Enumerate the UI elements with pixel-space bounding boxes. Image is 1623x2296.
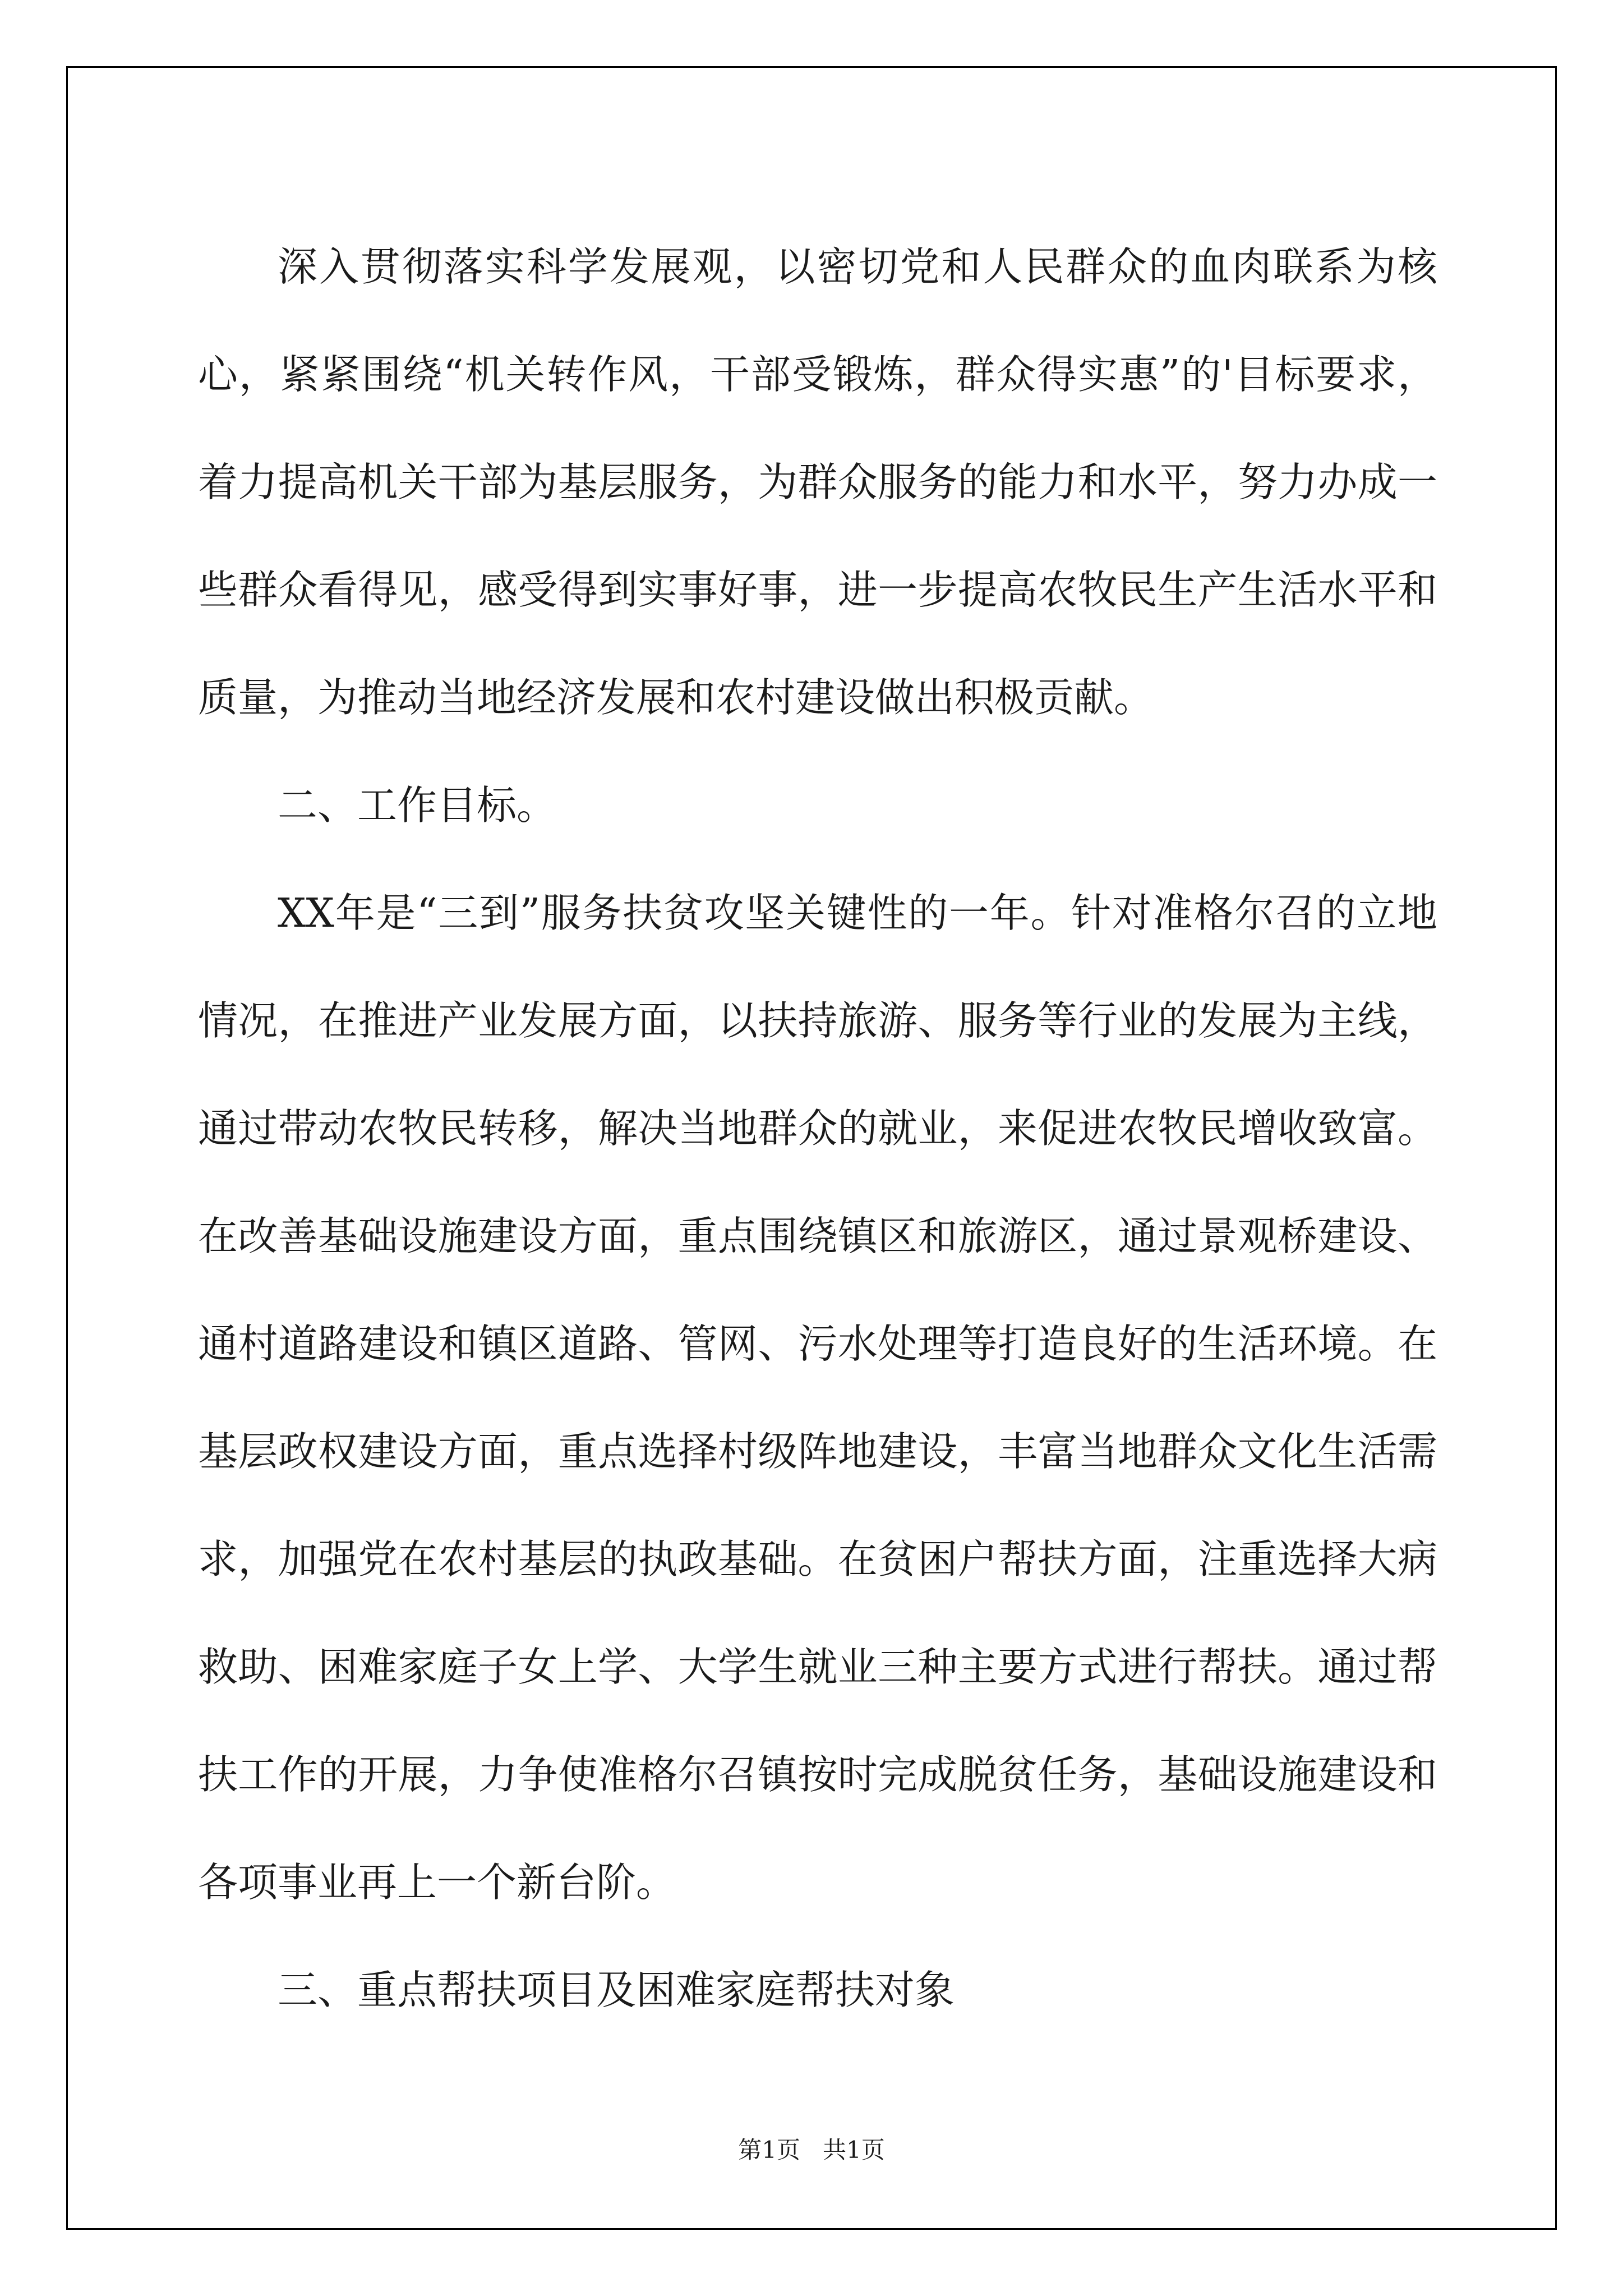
- page-total: 共1页: [823, 2136, 885, 2164]
- heading-work-goals: 二、工作目标。: [278, 782, 557, 829]
- page-number: 第1页: [738, 2136, 800, 2164]
- page-footer: [0, 2132, 1623, 2165]
- paragraph-work-goals: XX年是“三到”服务扶贫攻坚关键性的一年。针对准格尔召的立地情况，在推进产业发展方面，以扶持旅游、服务等行业的发展为主线，通过带动农牧民转移，解决当地群众的就业，来促进农牧民增收致富。在改善基础设施建设方面，重点围绕镇区和旅游区，通过景观桥建设、通村道路建设和镇区道路、管网、污水处理等打造良好的生活环境。在基层政权建设方面，重点选择村级阵地建设，丰富当地群众文化生活需求，加强党在农村基层的执政基础。在贫困户帮扶方面，注重选择大病救助、困难家庭子女上学、大学生就业三种主要方式进行帮扶。通过帮扶工作的开展，力争使准格尔召镇按时完成脱贫任务，基础设施建设和各项事业再上一个新台阶。: [198, 890, 1437, 1906]
- document-body: [198, 213, 1437, 2044]
- heading-key-projects: 三、重点帮扶项目及困难家庭帮扶对象: [278, 1967, 955, 2013]
- paragraph-guiding-principle: 深入贯彻落实科学发展观，以密切党和人民群众的血肉联系为核心，紧紧围绕“机关转作风，干部受锻炼，群众得实惠”的'目标要求，着力提高机关干部为基层服务，为群众服务的能力和水平，努力办成一些群众看得见，感受得到实事好事，进一步提高农牧民生产生活水平和质量，为推动当地经济发展和农村建设做出积极贡献。: [198, 243, 1437, 721]
